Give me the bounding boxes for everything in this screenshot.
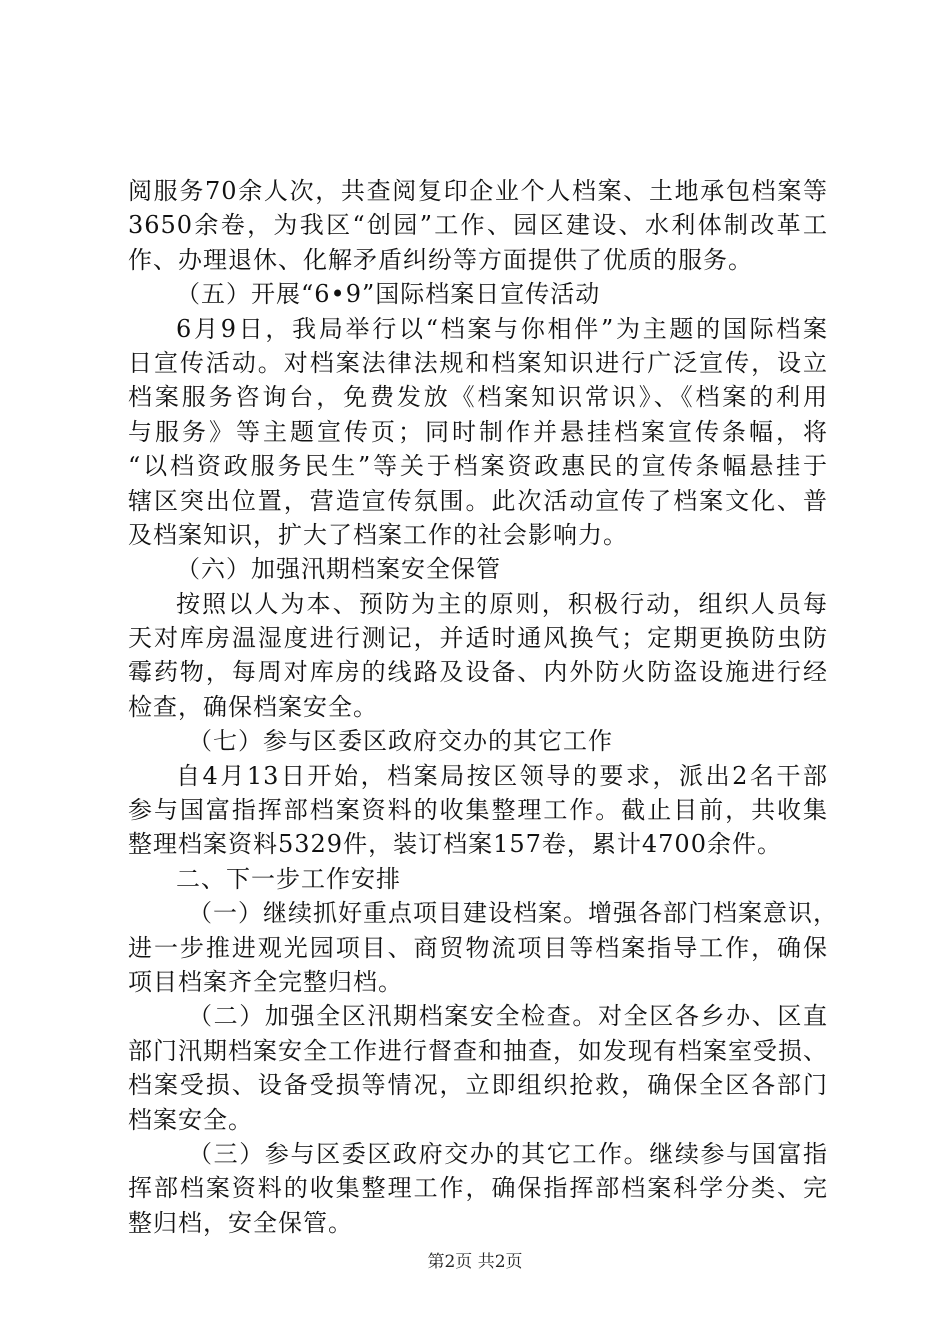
- text-line: 及档案知识，扩大了档案工作的社会影响力。: [128, 520, 628, 549]
- text-line: （三）参与区委区政府交办的其它工作。继续参与国富指: [188, 1139, 828, 1168]
- text-line: 辖区突出位置，营造宣传氛围。此次活动宣传了档案文化、普: [128, 486, 828, 515]
- text-line: 部门汛期档案安全工作进行督查和抽查，如发现有档案室受损、: [128, 1036, 828, 1065]
- section-heading: （五）开展“6•9”国际档案日宣传活动: [176, 280, 601, 309]
- document-body: [128, 174, 838, 1240]
- section-heading: （七）参与区委区政府交办的其它工作: [188, 727, 613, 756]
- text-line: 参与国富指挥部档案资料的收集整理工作。截止目前，共收集: [128, 796, 828, 825]
- text-line: 与服务》等主题宣传页；同时制作并悬挂档案宣传条幅，将: [128, 417, 828, 446]
- text-line: 项目档案齐全完整归档。: [128, 967, 403, 996]
- text-line: 档案受损、设备受损等情况，立即组织抢救，确保全区各部门: [128, 1071, 828, 1100]
- text-line: “以档资政服务民生”等关于档案资政惠民的宣传条幅悬挂于: [128, 452, 828, 481]
- text-line: 档案服务咨询台，免费发放《档案知识常识》、《档案的利用: [128, 383, 828, 412]
- text-line: 天对库房温湿度进行测记，并适时通风换气；定期更换防虫防: [128, 624, 828, 653]
- text-line: 整理档案资料5329件，装订档案157卷，累计4700余件。: [128, 830, 782, 859]
- text-line: 6月9日，我局举行以“档案与你相伴”为主题的国际档案: [176, 314, 828, 343]
- text-line: （一）继续抓好重点项目建设档案。增强各部门档案意识，: [188, 899, 838, 928]
- text-line: 进一步推进观光园项目、商贸物流项目等档案指导工作，确保: [128, 933, 828, 962]
- page-footer: 第2页 共2页: [427, 1252, 523, 1272]
- text-line: 霉药物，每周对库房的线路及设备、内外防火防盗设施进行经: [128, 658, 828, 687]
- text-line: 挥部档案资料的收集整理工作，确保指挥部档案科学分类、完: [128, 1174, 828, 1203]
- text-line: 整归档，安全保管。: [128, 1208, 353, 1237]
- text-line: 3650余卷，为我区“创园”工作、园区建设、水利体制改革工: [128, 211, 828, 240]
- text-line: 检查，确保档案安全。: [128, 692, 378, 721]
- section-heading: 二、下一步工作安排: [176, 864, 401, 893]
- text-line: （二）加强全区汛期档案安全检查。对全区各乡办、区直: [188, 1002, 828, 1031]
- text-line: 按照以人为本、预防为主的原则，积极行动，组织人员每: [176, 589, 828, 618]
- text-line: 阅服务70余人次，共查阅复印企业个人档案、土地承包档案等: [128, 177, 828, 205]
- text-line: 作、办理退休、化解矛盾纠纷等方面提供了优质的服务。: [128, 245, 753, 274]
- section-heading: （六）加强汛期档案安全保管: [176, 555, 501, 584]
- text-line: 日宣传活动。对档案法律法规和档案知识进行广泛宣传，设立: [128, 348, 828, 377]
- text-line: 自4月13日开始，档案局按区领导的要求，派出2名干部: [176, 761, 828, 790]
- text-line: 档案安全。: [128, 1105, 253, 1134]
